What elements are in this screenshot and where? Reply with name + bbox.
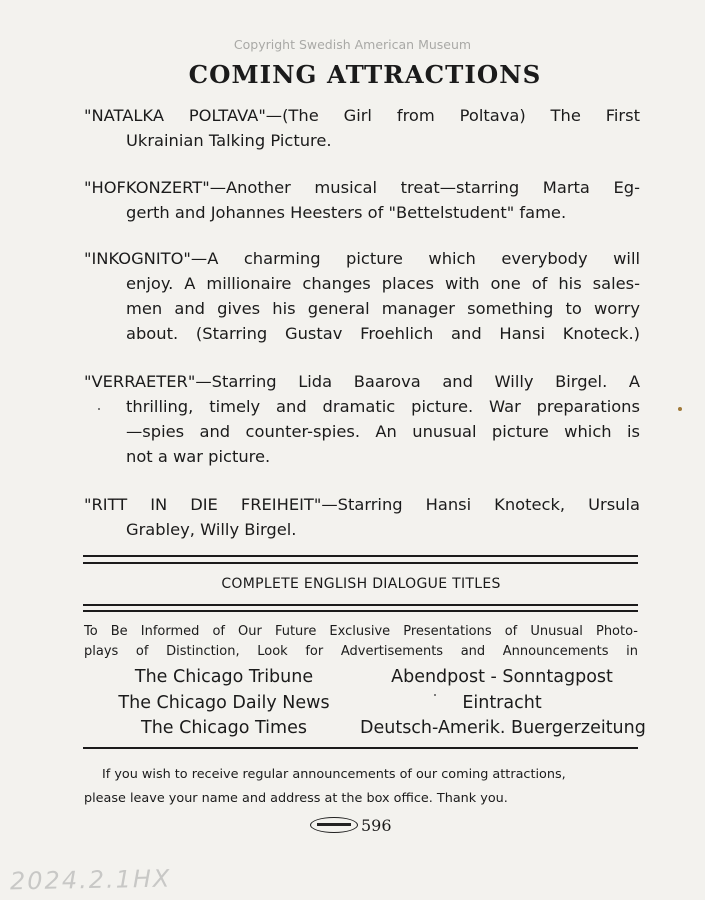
attraction-inkognito: [84, 246, 640, 346]
paper-speck: [678, 407, 682, 411]
copyright-watermark: Copyright Swedish American Museum: [233, 37, 472, 52]
printer-code: 596: [361, 815, 392, 835]
divider-rule: [83, 747, 638, 749]
attraction-hofkonzert: [84, 175, 640, 225]
attraction-ritt-in-die-freiheit: [84, 492, 640, 542]
inform-paragraph: [84, 622, 638, 662]
paper-speck: [434, 694, 436, 696]
newspaper-list-english: [108, 665, 340, 742]
entry-line: "NATALKA POLTAVA"—(The Girl from Poltava) The First: [84, 106, 640, 125]
divider-rule: [83, 604, 638, 606]
entry-line: enjoy. A millionaire changes places with one of his sales-: [126, 274, 640, 293]
page-title: COMING ATTRACTIONS: [188, 60, 542, 89]
attraction-verraeter: [84, 369, 640, 469]
newspaper-name: Eintracht: [462, 692, 542, 713]
newspaper-name: The Chicago Tribune: [134, 667, 314, 687]
inform-line: plays of Distinction, Look for Advertisements and Announcements in: [84, 644, 638, 659]
newspaper-name: Deutsch-Amerik. Buergerzeitung: [360, 718, 646, 738]
entry-line: Grabley, Willy Birgel.: [126, 520, 297, 539]
paper-speck: [98, 408, 100, 410]
divider-rule: [83, 555, 638, 557]
newspaper-name: Abendpost - Sonntagpost: [391, 667, 613, 687]
entry-line: about. (Starring Gustav Froehlich and Hansi Knoteck.): [126, 324, 640, 343]
printer-mark: [310, 814, 392, 836]
entry-line: men and gives his general manager something to worry: [126, 299, 640, 318]
union-label-icon: [310, 817, 358, 833]
entry-line: Ukrainian Talking Picture.: [126, 131, 332, 150]
newspaper-list-german: [360, 665, 644, 742]
entry-line: thrilling, timely and dramatic picture. War preparations: [126, 397, 640, 416]
accession-number: 2024.2.1HX: [9, 864, 172, 896]
attraction-natalka-poltava: [84, 103, 640, 153]
entry-line: "HOFKONZERT"—Another musical treat—starring Marta Eg-: [84, 178, 640, 197]
entry-line: —spies and counter-spies. An unusual picture which is: [126, 422, 640, 441]
entry-line: not a war picture.: [126, 447, 271, 466]
entry-line: gerth and Johannes Heesters of "Bettelstudent" fame.: [126, 203, 567, 222]
box-office-notice: [84, 763, 638, 811]
divider-rule: [83, 562, 638, 564]
notice-line: If you wish to receive regular announcements of our coming attractions,: [102, 767, 566, 782]
entry-line: "RITT IN DIE FREIHEIT"—Starring Hansi Knoteck, Ursula: [84, 495, 640, 514]
newspaper-name: The Chicago Times: [141, 718, 307, 738]
inform-line: To Be Informed of Our Future Exclusive Presentations of Unusual Photo-: [84, 624, 638, 639]
entry-line: "VERRAETER"—Starring Lida Baarova and Willy Birgel. A: [84, 372, 640, 391]
divider-rule: [83, 610, 638, 612]
notice-line: please leave your name and address at the box office. Thank you.: [84, 791, 508, 806]
newspaper-name: The Chicago Daily News: [118, 692, 330, 713]
entry-line: "INKOGNITO"—A charming picture which everybody will: [84, 249, 640, 268]
dialogue-titles-notice: COMPLETE ENGLISH DIALOGUE TITLES: [221, 576, 501, 592]
